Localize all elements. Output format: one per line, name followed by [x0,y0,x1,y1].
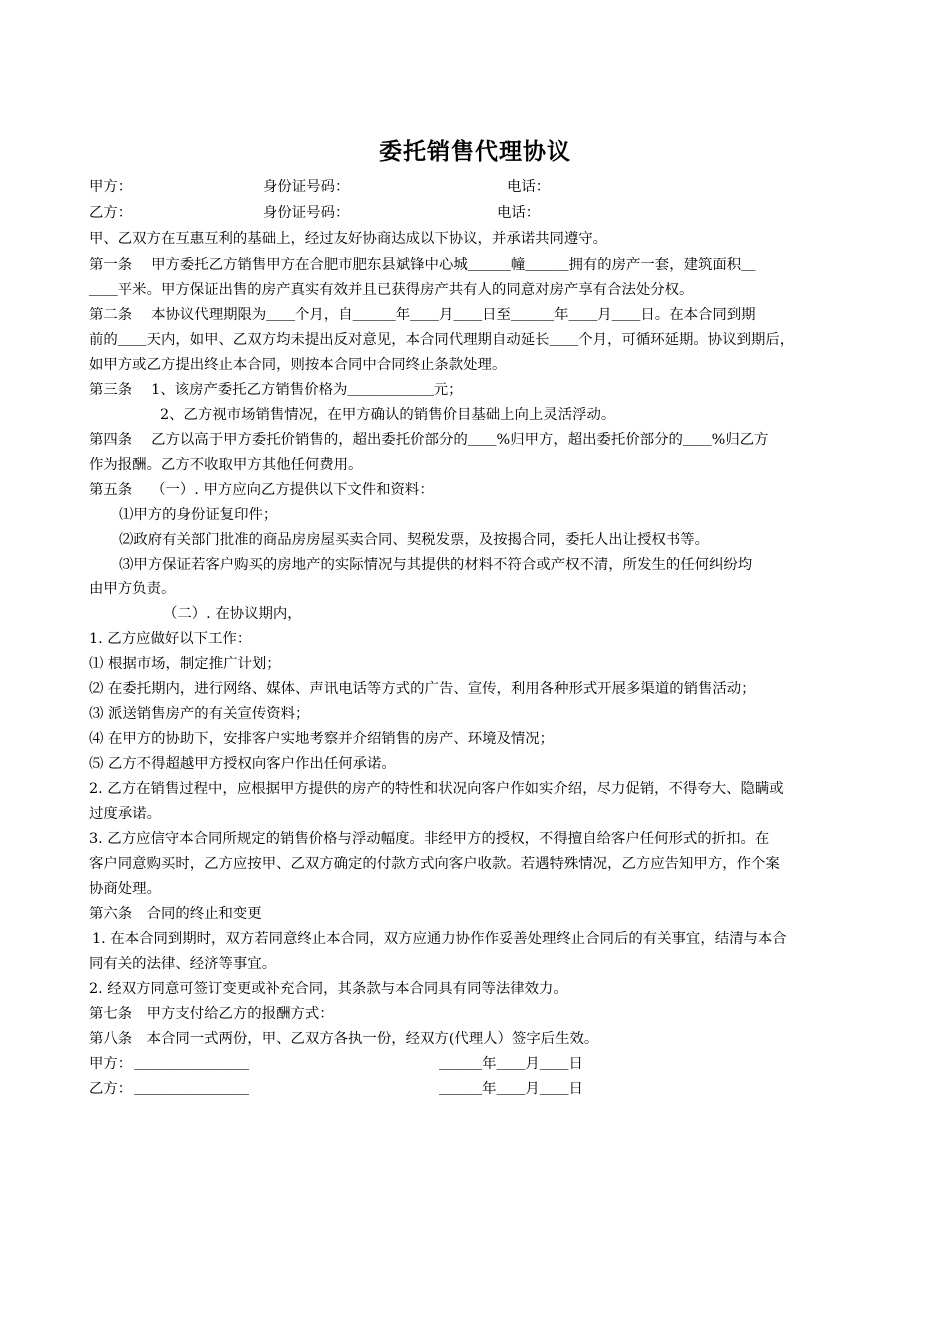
duty-2-line-1: 2. 乙方在销售过程中，应根据甲方提供的房产的特性和状况向客户作如实介绍，尽力促销，不得夸大、隐瞒或 [89,781,784,797]
duty-1-item-1: ⑴ 根据市场，制定推广计划； [89,656,281,672]
party-b-phone-label: 电话： [497,205,541,221]
article-7-line: 第七条 甲方支付给乙方的报酬方式： [89,1006,334,1022]
signature-party-b-date: ＿＿＿年＿＿月＿＿日 [439,1081,583,1097]
duty-1-heading: 1. 乙方应做好以下工作： [89,631,252,647]
article-5-heading: 第五条 （一）. 甲方应向乙方提供以下文件和资料： [89,482,434,498]
article-1-line-1: 第一条 甲方委托乙方销售甲方在合肥市肥东县斌锋中心城＿＿＿幢＿＿＿拥有的房产一套，建筑面积＿ [89,257,756,273]
duty-3-line-3: 协商处理。 [89,881,161,897]
intro-line: 甲、乙双方在互惠互利的基础上，经过友好协商达成以下协议，并承诺共同遵守。 [89,231,608,247]
article-5-sub-2-heading: （二）. 在协议期内， [163,606,302,622]
party-a-id-label: 身份证号码： [263,179,350,195]
article-6-item-1-line-2: 同有关的法律、经济等事宜。 [89,956,277,972]
signature-party-a-date: ＿＿＿年＿＿月＿＿日 [439,1056,583,1072]
duty-1-item-4: ⑷ 在甲方的协助下，安排客户实地考察并介绍销售的房产、环境及情况； [89,731,555,747]
article-8-line: 第八条 本合同一式两份，甲、乙双方各执一份，经双方(代理人）签字后生效。 [89,1031,599,1047]
article-1-line-2: ＿＿平米。甲方保证出售的房产真实有效并且已获得房产共有人的同意对房产享有合法处分权。 [89,282,694,298]
article-6-item-1-line-1: 1. 在本合同到期时，双方若同意终止本合同，双方应通力协作作妥善处理终止合同后的有关事宜，结清与本合 [92,931,787,947]
duty-3-line-1: 3. 乙方应信守本合同所规定的销售价格与浮动幅度。非经甲方的授权，不得擅自给客户任何形式的折扣。在 [89,831,770,847]
article-2-line-1: 第二条 本协议代理期限为＿＿个月，自＿＿＿年＿＿月＿＿日至＿＿＿年＿＿月＿＿日。在本合同到期 [89,307,756,323]
duty-3-line-2: 客户同意购买时，乙方应按甲、乙双方确定的付款方式向客户收款。若遇特殊情况，乙方应告知甲方，作个案 [89,856,780,872]
article-3-line-2: 2、乙方视市场销售情况，在甲方确认的销售价目基础上向上灵活浮动。 [160,407,616,423]
article-3-line-1: 第三条 1、该房产委托乙方销售价格为＿＿＿＿＿＿元； [89,382,463,398]
article-5-item-3-line-2: 由甲方负责。 [89,581,176,597]
article-6-heading: 第六条 合同的终止和变更 [89,906,262,922]
article-6-item-2: 2. 经双方同意可签订变更或补充合同，其条款与本合同具有同等法律效力。 [89,981,568,997]
party-a-phone-label: 电话： [507,179,551,195]
signature-party-b-label: 乙方： [89,1081,133,1097]
article-5-item-1: ⑴甲方的身份证复印件； [119,507,278,523]
party-b-id-label: 身份证号码： [263,205,350,221]
article-2-line-2: 前的＿＿天内，如甲、乙双方均未提出反对意见，本合同代理期自动延长＿＿个月，可循环延期。协议到期后， [89,332,795,348]
document-title: 委托销售代理协议 [379,139,571,165]
duty-1-item-2: ⑵ 在委托期内，进行网络、媒体、声讯电话等方式的广告、宣传，利用各种形式开展多渠道的销售活动； [89,681,756,697]
article-5-item-3-line-1: ⑶甲方保证若客户购买的房地产的实际情况与其提供的材料不符合或产权不清，所发生的任何纠纷均 [119,557,753,573]
article-4-line-1: 第四条 乙方以高于甲方委托价销售的，超出委托价部分的＿＿%归甲方，超出委托价部分的＿＿%归乙方 [89,432,769,448]
duty-1-item-3: ⑶ 派送销售房产的有关宣传资料； [89,706,310,722]
article-5-item-2: ⑵政府有关部门批准的商品房房屋买卖合同、契税发票，及按揭合同，委托人出让授权书等。 [119,532,710,548]
article-2-line-3: 如甲方或乙方提出终止本合同，则按本合同中合同终止条款处理。 [89,357,507,373]
duty-2-line-2: 过度承诺。 [89,806,161,822]
article-4-line-2: 作为报酬。乙方不收取甲方其他任何费用。 [89,457,363,473]
party-b-label: 乙方： [89,205,133,221]
party-a-label: 甲方： [89,179,133,195]
duty-1-item-5: ⑸ 乙方不得超越甲方授权向客户作出任何承诺。 [89,756,396,772]
signature-party-a-label: 甲方： [89,1056,133,1072]
signature-party-a-blank: ＿＿＿＿＿＿＿＿ [134,1056,250,1072]
signature-party-b-blank: ＿＿＿＿＿＿＿＿ [134,1081,250,1097]
